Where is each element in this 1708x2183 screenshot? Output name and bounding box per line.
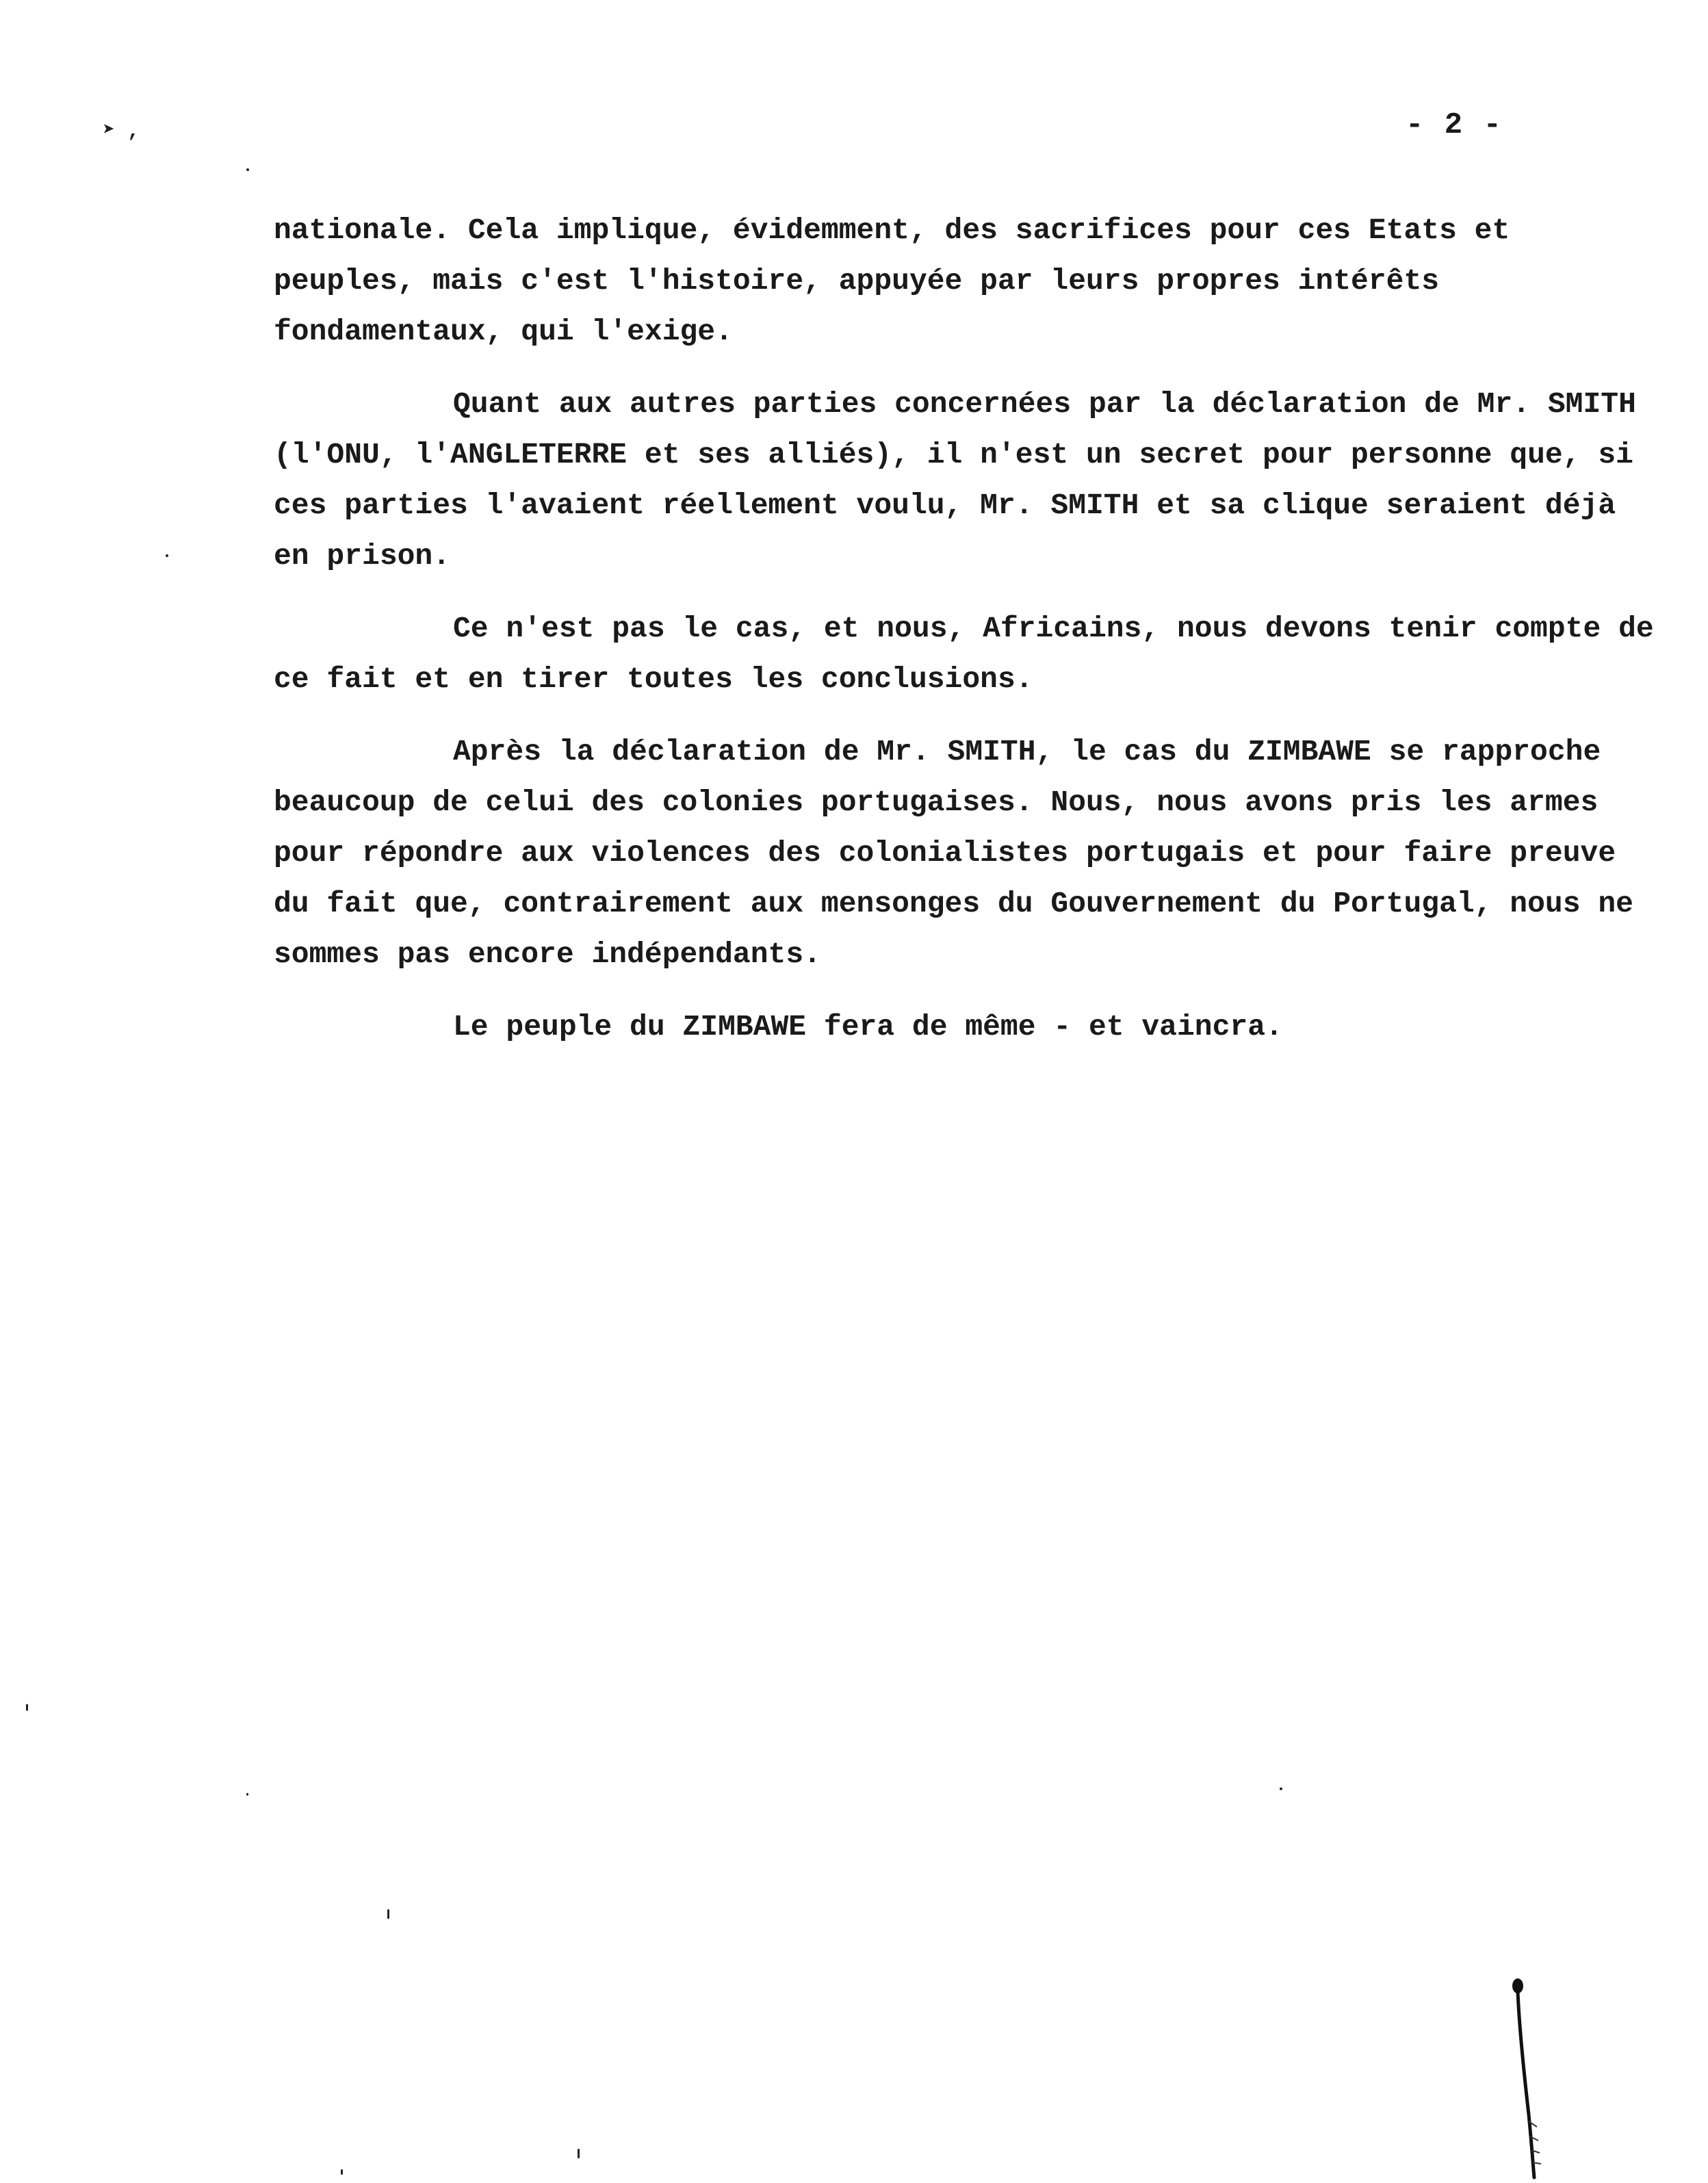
scan-speck bbox=[387, 1909, 389, 1919]
body-text bbox=[274, 205, 1663, 1074]
signature-stroke bbox=[1499, 1978, 1553, 2183]
page-number: - 2 - bbox=[1405, 108, 1503, 142]
scan-speck bbox=[246, 168, 249, 171]
paragraph-5: Le peuple du ZIMBAWE fera de même - et vaincra. bbox=[453, 1010, 1283, 1044]
scan-speck bbox=[341, 2169, 343, 2175]
paragraph-1: nationale. Cela implique, évidemment, des sacrifices pour ces Etats et peuples, mais c'est l'histoire, appuyée par leurs propres intérêts fondamentaux, qui l'exige. bbox=[274, 214, 1510, 348]
scan-speck bbox=[166, 554, 168, 557]
scan-speck bbox=[578, 2149, 580, 2158]
scan-mark: ➤ , bbox=[103, 120, 140, 143]
paragraph-3: Ce n'est pas le cas, et nous, Africains, nous devons tenir compte de ce fait et en tirer toutes les conclusions. bbox=[274, 612, 1654, 696]
scan-speck bbox=[1280, 1787, 1282, 1790]
scan-speck bbox=[26, 1704, 28, 1711]
paragraph-2: Quant aux autres parties concernées par la déclaration de Mr. SMITH (l'ONU, l'ANGLETERRE et ses alliés), il n'est un secret pour personne que, si ces parties l'avaient réellement voulu, Mr. SMITH et sa clique seraient déjà en prison. bbox=[274, 387, 1636, 573]
paragraph-4: Après la déclaration de Mr. SMITH, le cas du ZIMBAWE se rapproche beaucoup de celui des colonies portugaises. Nous, nous avons pris les armes pour répondre aux violences des colonialistes portugais et pour faire preuve du fait que, contrairement aux mensonges du Gouvernement du Portugal, nous ne sommes pas encore indépendants. bbox=[274, 735, 1633, 971]
scan-speck bbox=[246, 1793, 248, 1796]
